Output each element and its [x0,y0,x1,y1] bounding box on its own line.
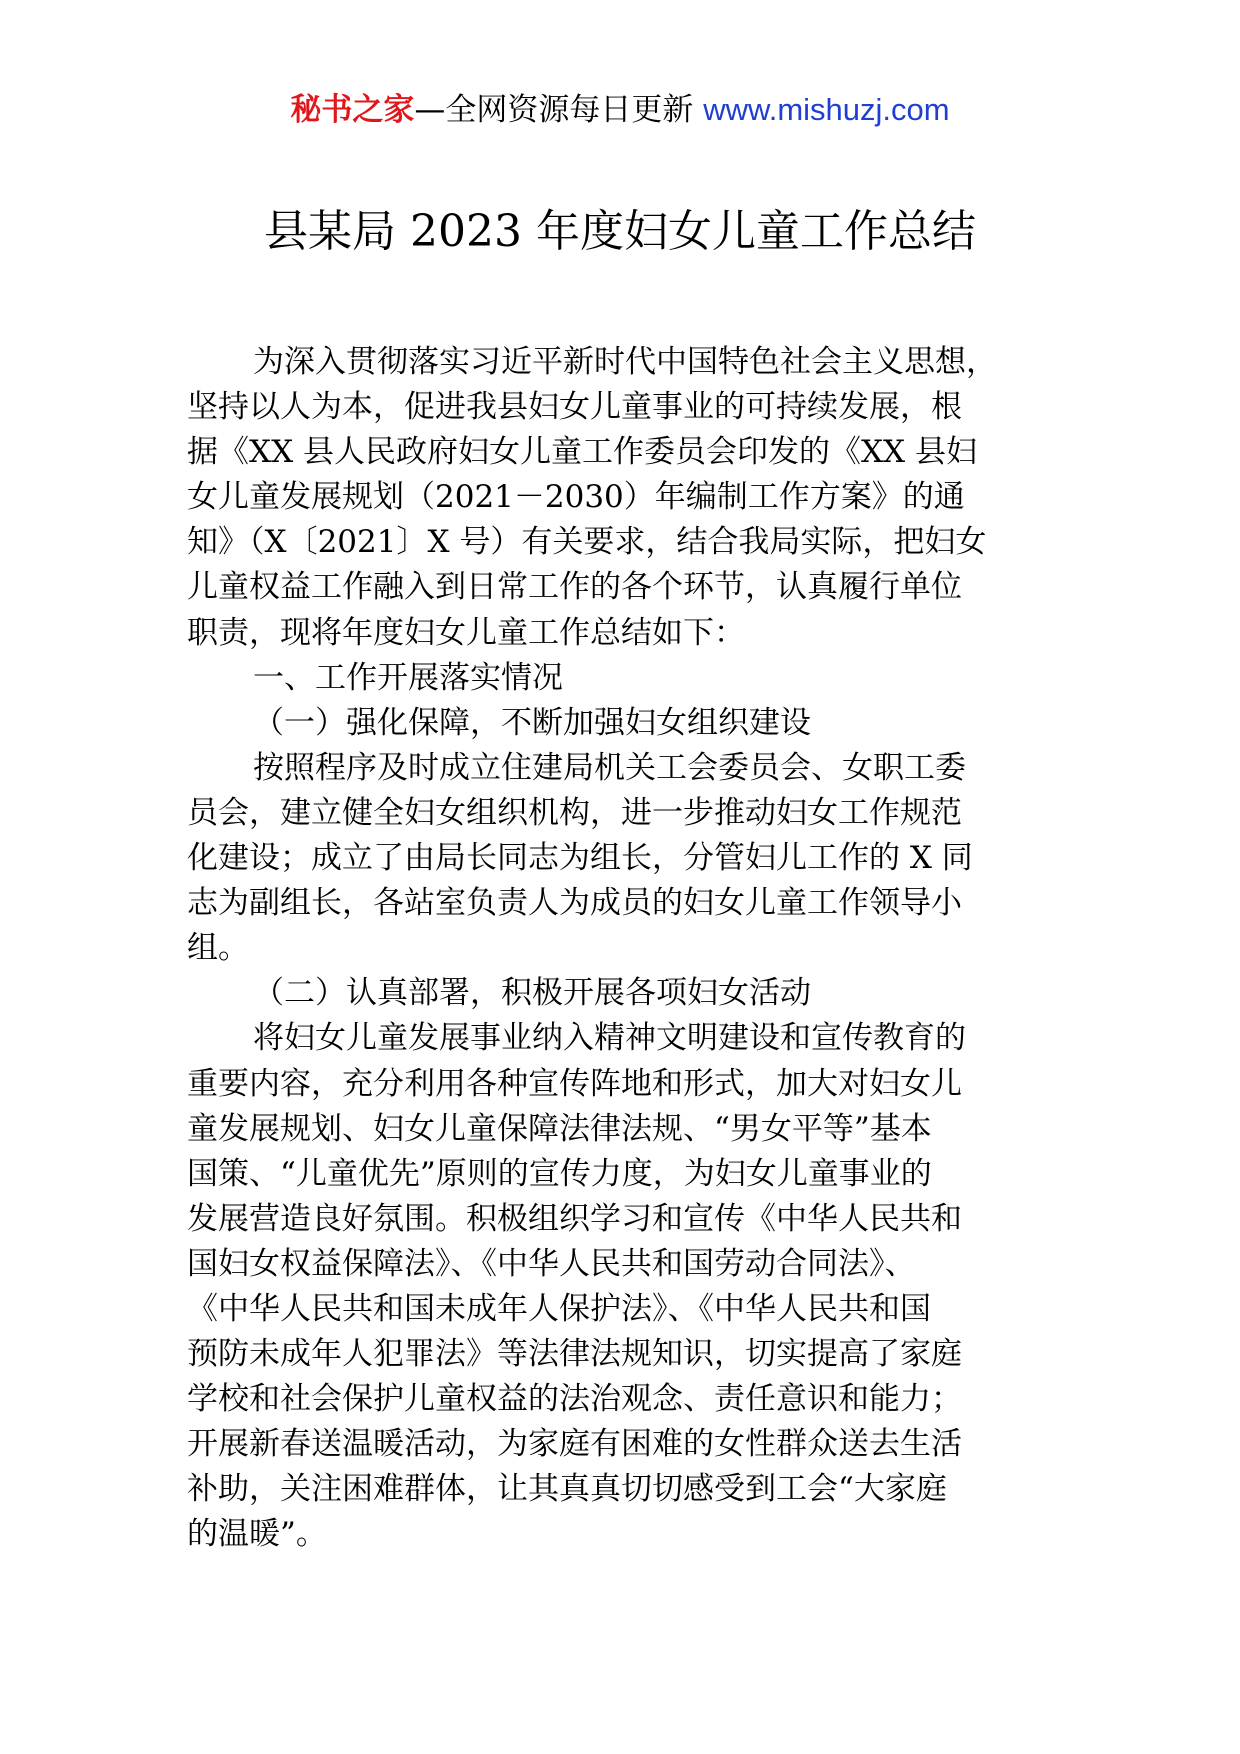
paragraph-line: 补助，关注困难群体，让其真真切切感受到工会“大家庭 [187,1471,947,1508]
paragraph-line: 据《XX 县人民政府妇女儿童工作委员会印发的《XX 县妇 [187,434,977,471]
site-url-link[interactable]: www.mishuzj.com [703,92,950,127]
paragraph-line: 发展营造良好氛围。积极组织学习和宣传《中华人民共和 [187,1200,962,1237]
paragraph-line: 《中华人民共和国未成年人保护法》、《中华人民共和国 [187,1290,931,1327]
document-title: 县某局 2023 年度妇女儿童工作总结 [264,206,976,257]
paragraph-line: 员会，建立健全妇女组织机构，进一步推动妇女工作规范 [187,794,962,831]
subsection-heading: （二）认真部署，积极开展各项妇女活动 [253,975,811,1012]
paragraph-line: 学校和社会保护儿童权益的法治观念、责任意识和能力； [187,1381,962,1418]
paragraph-line: 预防未成年人犯罪法》等法律法规知识，切实提高了家庭 [187,1336,962,1373]
paragraph-line: 国策、“儿童优先”原则的宣传力度，为妇女儿童事业的 [187,1155,932,1192]
paragraph-line: 志为副组长，各站室负责人为成员的妇女儿童工作领导小 [187,885,962,922]
paragraph-line: 女儿童发展规划（2021－2030）年编制工作方案》的通 [187,479,965,516]
paragraph-line: 国妇女权益保障法》、《中华人民共和国劳动合同法》、 [187,1245,916,1282]
paragraph-line: 职责，现将年度妇女儿童工作总结如下： [187,614,745,651]
subsection-heading: （一）强化保障，不断加强妇女组织建设 [253,704,811,741]
paragraph-line: 组。 [187,930,249,967]
brand-name: 秘书之家 [290,92,415,128]
paragraph-line: 将妇女儿童发展事业纳入精神文明建设和宣传教育的 [253,1020,966,1057]
paragraph-line: 坚持以人为本，促进我县妇女儿童事业的可持续发展，根 [187,389,962,426]
paragraph-line: 按照程序及时成立住建局机关工会委员会、女职工委 [253,749,966,786]
document-body [187,340,1067,1558]
section-heading: 一、工作开展落实情况 [253,659,563,696]
paragraph-line: 知》（X〔2021〕X 号）有关要求，结合我局实际，把妇女 [187,524,987,561]
site-header [0,88,1240,132]
paragraph-line: 的温暖”。 [187,1516,327,1553]
paragraph-line: 重要内容，充分利用各种宣传阵地和形式，加大对妇女儿 [187,1065,962,1102]
paragraph-line: 开展新春送温暖活动，为家庭有困难的女性群众送去生活 [187,1426,962,1463]
header-tagline: —全网资源每日更新 [414,92,704,128]
paragraph-line: 为深入贯彻落实习近平新时代中国特色社会主义思想， [253,344,997,380]
paragraph-line: 童发展规划、妇女儿童保障法律法规、“男女平等”基本 [187,1110,932,1147]
paragraph-line: 儿童权益工作融入到日常工作的各个环节，认真履行单位 [187,569,962,606]
paragraph-line: 化建设；成立了由局长同志为组长，分管妇儿工作的 X 同 [187,840,973,877]
